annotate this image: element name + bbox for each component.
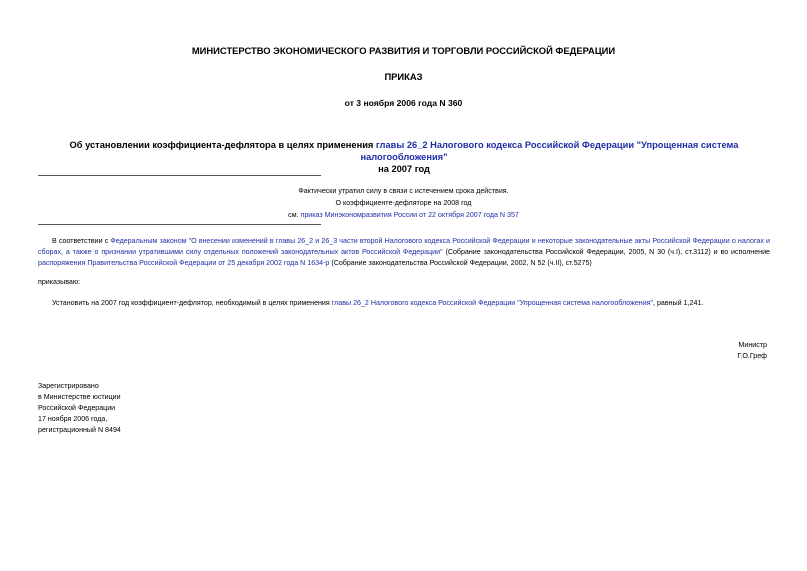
validity-note: [0, 185, 807, 221]
title-text: Об установлении коэффициента-дефлятора в целях применения: [69, 140, 376, 150]
document-title: [34, 139, 774, 175]
order-word: приказываю:: [38, 278, 81, 286]
order-paragraph: [52, 298, 772, 309]
document-type-heading: ПРИКАЗ: [384, 71, 423, 82]
note-line-1: Фактически утратил силу в связи с истечением срока действия.: [298, 187, 509, 195]
signature-position: Министр: [738, 341, 767, 349]
registration-line-5: регистрационный N 8494: [38, 426, 121, 434]
note-line-3: [0, 209, 807, 221]
horizontal-rule-bottom: [38, 224, 321, 225]
federal-law-link[interactable]: Федеральным законом "О внесении изменений в главы 26_2 и 26_3 части второй Налогового кодекса Российской Федерации и некоторые законодательные акты Российской Федерации о налогах и сборах, а также о признании утратившими силу отдельных положений законодательных актов Российской Федерации": [38, 237, 770, 256]
preamble-text-a: В соответствии с: [52, 237, 111, 245]
registration-block: [38, 381, 121, 436]
preamble-text-c: (Собрание законодательства Российской Федерации, 2002, N 52 (ч.II), ст.5275): [329, 259, 592, 267]
registration-line-2: в Министерстве юстиции: [38, 393, 121, 401]
government-order-link[interactable]: распоряжения Правительства Российской Федерации от 25 декабря 2002 года N 1634-р: [38, 259, 330, 267]
ministry-heading: МИНИСТЕРСТВО ЭКОНОМИЧЕСКОГО РАЗВИТИЯ И ТОРГОВЛИ РОССИЙСКОЙ ФЕДЕРАЦИИ: [191, 45, 616, 56]
preamble-text-b: (Собрание законодательства Российской Федерации, 2005, N 30 (ч.I), ст.3112) и во исполнение: [442, 248, 770, 256]
signature-block: [737, 340, 767, 362]
document-date-number: от 3 ноября 2006 года N 360: [344, 98, 463, 108]
chapter-26-2-link[interactable]: главы 26_2 Налогового кодекса Российской Федерации "Упрощенная система налогообложения": [331, 299, 654, 307]
preamble-paragraph: [38, 236, 770, 269]
note-line-3-prefix: см.: [288, 211, 301, 219]
order-text-b: , равный 1,241.: [653, 299, 704, 307]
note-line-2: О коэффициенте-дефляторе на 2008 год: [335, 199, 472, 207]
registration-line-4: 17 ноября 2006 года,: [38, 415, 108, 423]
registration-line-3: Российской Федерации: [38, 404, 116, 412]
signature-name: Г.О.Греф: [737, 352, 767, 360]
registration-line-1: Зарегистрировано: [38, 382, 99, 390]
order-text-a: Установить на 2007 год коэффициент-дефлятор, необходимый в целях применения: [52, 299, 332, 307]
title-chapter-link[interactable]: главы 26_2 Налогового кодекса Российской Федерации "Упрощенная система налогообложения": [360, 140, 739, 162]
horizontal-rule-top: [38, 175, 321, 176]
title-text-end: на 2007 год: [378, 164, 430, 174]
order-357-link[interactable]: приказ Минэкономразвития России от 22 октября 2007 года N 357: [300, 211, 519, 219]
